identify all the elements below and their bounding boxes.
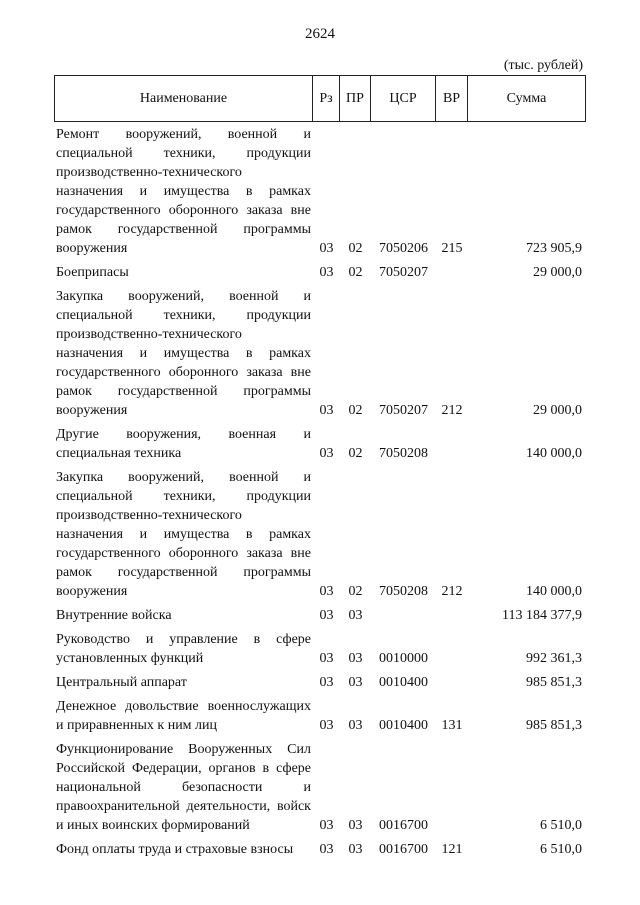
row-name: Центральный аппарат <box>56 675 187 690</box>
row-vr: 131 <box>441 718 463 733</box>
row-rz: 03 <box>319 265 334 280</box>
table-body <box>54 125 586 859</box>
units-label: (тыс. рублей) <box>503 58 583 73</box>
row-sum: 140 000,0 <box>526 446 582 461</box>
row-csr: 7050207 <box>379 403 428 418</box>
row-pr: 03 <box>348 608 363 623</box>
row-rz: 03 <box>319 718 334 733</box>
row-sum: 113 184 377,9 <box>502 608 582 623</box>
row-csr: 7050207 <box>379 265 428 280</box>
table-row <box>54 840 586 859</box>
row-pr: 03 <box>348 842 363 857</box>
row-csr: 0010400 <box>379 718 428 733</box>
table-row <box>54 673 586 692</box>
row-name: Внутренние войска <box>56 608 172 623</box>
row-vr: 212 <box>441 403 463 418</box>
header-rz: Рз <box>313 76 340 121</box>
row-name: Другие вооружения, военная и специальная техника <box>56 427 311 461</box>
row-pr: 02 <box>348 241 363 256</box>
row-sum: 723 905,9 <box>526 241 582 256</box>
table-row <box>54 125 586 258</box>
row-sum: 140 000,0 <box>526 584 582 599</box>
row-name: Закупка вооружений, военной и специальной техники, продукции производственно-технического назначения и имущества в рамках государственного оборонного заказа вне рамок государственной программы вооружения <box>56 470 311 599</box>
page-number: 2624 <box>305 26 335 42</box>
row-rz: 03 <box>319 842 334 857</box>
row-csr: 0010000 <box>379 651 428 666</box>
table-row <box>54 468 586 601</box>
row-csr: 0016700 <box>379 818 428 833</box>
row-rz: 03 <box>319 651 334 666</box>
row-name: Фонд оплаты труда и страховые взносы <box>56 842 294 857</box>
table-row <box>54 740 586 835</box>
row-csr: 0016700 <box>379 842 428 857</box>
row-rz: 03 <box>319 241 334 256</box>
header-pr: ПР <box>340 76 371 121</box>
row-csr: 7050206 <box>379 241 428 256</box>
row-sum: 29 000,0 <box>533 265 582 280</box>
row-sum: 985 851,3 <box>526 675 582 690</box>
row-sum: 29 000,0 <box>533 403 582 418</box>
table-row <box>54 697 586 735</box>
table-header <box>54 75 586 122</box>
header-csr: ЦСР <box>371 76 436 121</box>
row-rz: 03 <box>319 818 334 833</box>
row-name: Руководство и управление в сфере установленных функций <box>56 632 311 666</box>
row-name: Ремонт вооружений, военной и специальной техники, продукции производственно-технического назначения и имущества в рамках государственного оборонного заказа вне рамок государственной программы вооружения <box>56 127 311 256</box>
row-vr: 212 <box>441 584 463 599</box>
row-pr: 02 <box>348 265 363 280</box>
row-pr: 03 <box>348 675 363 690</box>
row-csr: 0010400 <box>379 675 428 690</box>
row-rz: 03 <box>319 608 334 623</box>
budget-table <box>54 75 586 864</box>
header-name: Наименование <box>54 76 313 121</box>
row-sum: 6 510,0 <box>540 818 582 833</box>
row-vr: 215 <box>441 241 463 256</box>
table-row <box>54 425 586 463</box>
row-rz: 03 <box>319 584 334 599</box>
header-vr: ВР <box>436 76 468 121</box>
row-sum: 6 510,0 <box>540 842 582 857</box>
row-name: Функционирование Вооруженных Сил Российской Федерации, органов в сфере национальной безопасности и правоохранительной деятельности, войск и иных воинских формирований <box>56 742 311 833</box>
header-sum: Сумма <box>468 76 586 121</box>
row-pr: 03 <box>348 718 363 733</box>
row-csr: 7050208 <box>379 584 428 599</box>
row-rz: 03 <box>319 446 334 461</box>
row-name: Денежное довольствие военнослужащих и приравненных к ним лиц <box>56 699 311 733</box>
row-name: Боеприпасы <box>56 265 129 280</box>
row-sum: 992 361,3 <box>526 651 582 666</box>
row-pr: 02 <box>348 584 363 599</box>
row-pr: 03 <box>348 651 363 666</box>
row-pr: 02 <box>348 446 363 461</box>
table-row <box>54 606 586 625</box>
table-row <box>54 287 586 420</box>
row-vr: 121 <box>441 842 463 857</box>
row-rz: 03 <box>319 403 334 418</box>
table-row <box>54 630 586 668</box>
row-pr: 03 <box>348 818 363 833</box>
row-csr: 7050208 <box>379 446 428 461</box>
row-sum: 985 851,3 <box>526 718 582 733</box>
row-rz: 03 <box>319 675 334 690</box>
row-name: Закупка вооружений, военной и специальной техники, продукции производственно-технического назначения и имущества в рамках государственного оборонного заказа вне рамок государственной программы вооружения <box>56 289 311 418</box>
row-pr: 02 <box>348 403 363 418</box>
table-row <box>54 263 586 282</box>
